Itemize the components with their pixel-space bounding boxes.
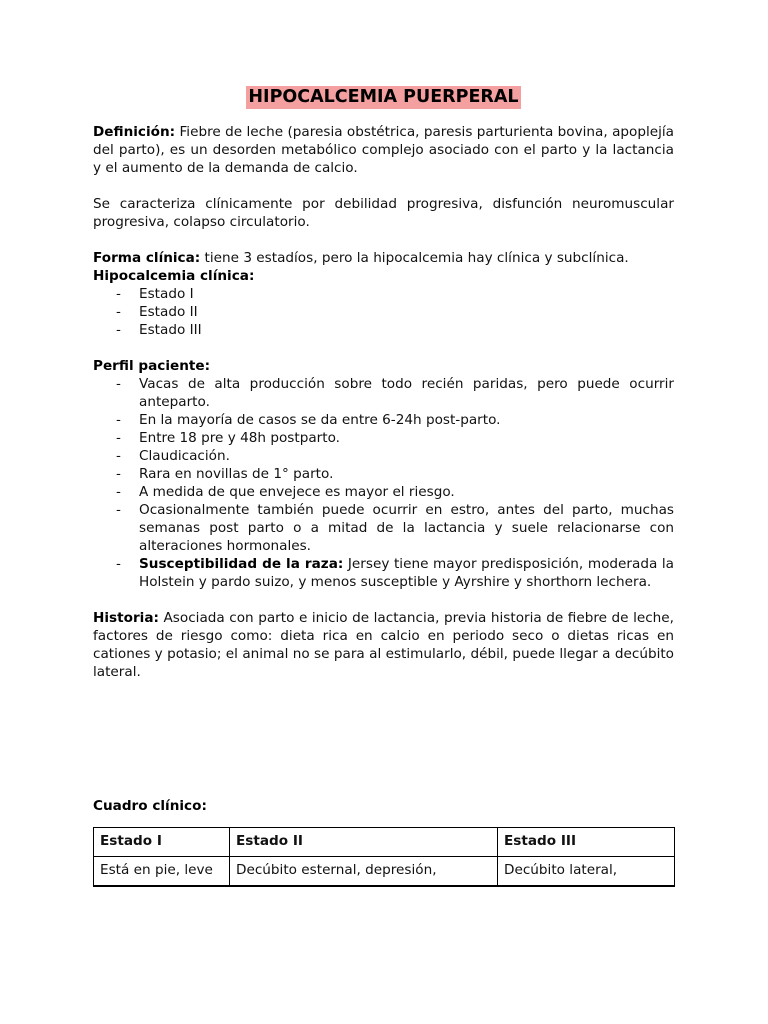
table-cell: Está en pie, leve [94, 857, 230, 887]
forma-clinica-label: Forma clínica: [93, 250, 201, 266]
definicion-text: Fiebre de leche (paresia obstétrica, paresis parturienta bovina, apoplejía del parto), es un desorden metabólico complejo asociado con el parto y la lactancia y el aumento de la demanda de calcio. [93, 124, 674, 176]
spacer [93, 681, 674, 797]
spacer [93, 231, 674, 249]
list-item: - Entre 18 pre y 48h postparto. [93, 429, 674, 447]
historia-label: Historia: [93, 610, 159, 626]
raza-label: Susceptibilidad de la raza: [139, 556, 344, 572]
title-wrap [93, 86, 674, 109]
list-item: - Rara en novillas de 1° parto. [93, 465, 674, 483]
raza-text: Jersey tiene mayor predisposición, moderada la Holstein y pardo suizo, y menos susceptible y Ayrshire y shorthorn lechera. [139, 556, 674, 590]
hipocalcemia-clinica-heading [93, 267, 674, 285]
historia-paragraph [93, 609, 674, 681]
forma-clinica-text: tiene 3 estadíos, pero la hipocalcemia hay clínica y subclínica. [200, 250, 629, 266]
estados-list [93, 285, 674, 339]
document-body [93, 86, 674, 887]
list-item: - Estado I [93, 285, 674, 303]
list-item: - Ocasionalmente también puede ocurrir en estro, antes del parto, muchas semanas post parto o a mitad de la lactancia y suele relacionarse con alteraciones hormonales. [93, 501, 674, 555]
list-item: - Estado II [93, 303, 674, 321]
list-item-raza [93, 555, 674, 591]
page-title: HIPOCALCEMIA PUERPERAL [248, 87, 519, 107]
historia-text: Asociada con parto e inicio de lactancia, previa historia de fiebre de leche, factores de riesgo como: dieta rica en calcio en periodo seco o dietas ricas en cationes y potasio; el animal no se para al estimularlo, débil, puede llegar a decúbito lateral. [93, 610, 674, 680]
spacer [93, 177, 674, 195]
list-item: - Vacas de alta producción sobre todo recién paridas, pero puede ocurrir anteparto. [93, 375, 674, 411]
cuadro-heading [93, 797, 674, 815]
list-item: - Claudicación. [93, 447, 674, 465]
spacer [93, 591, 674, 609]
table-row [94, 857, 675, 887]
table-header-cell: Estado II [230, 828, 498, 857]
definicion-paragraph [93, 123, 674, 177]
table-header-row [94, 828, 675, 857]
list-item: - Estado III [93, 321, 674, 339]
definicion-label: Definición: [93, 124, 176, 140]
cuadro-label: Cuadro clínico: [93, 798, 207, 814]
cuadro-clinico-table [93, 827, 675, 887]
table-cell: Decúbito lateral, [498, 857, 675, 887]
list-item: - A medida de que envejece es mayor el riesgo. [93, 483, 674, 501]
forma-clinica-paragraph [93, 249, 674, 267]
perfil-label: Perfil paciente: [93, 358, 211, 374]
spacer [93, 339, 674, 357]
perfil-heading [93, 357, 674, 375]
table-header-cell: Estado III [498, 828, 675, 857]
hipocalcemia-clinica-label: Hipocalcemia clínica: [93, 268, 255, 284]
table-header-cell: Estado I [94, 828, 230, 857]
caracteriza-paragraph: Se caracteriza clínicamente por debilidad progresiva, disfunción neuromuscular progresiva, colapso circulatorio. [93, 196, 674, 230]
perfil-list [93, 375, 674, 591]
list-item: - En la mayoría de casos se da entre 6-24h post-parto. [93, 411, 674, 429]
table-cell: Decúbito esternal, depresión, [230, 857, 498, 887]
